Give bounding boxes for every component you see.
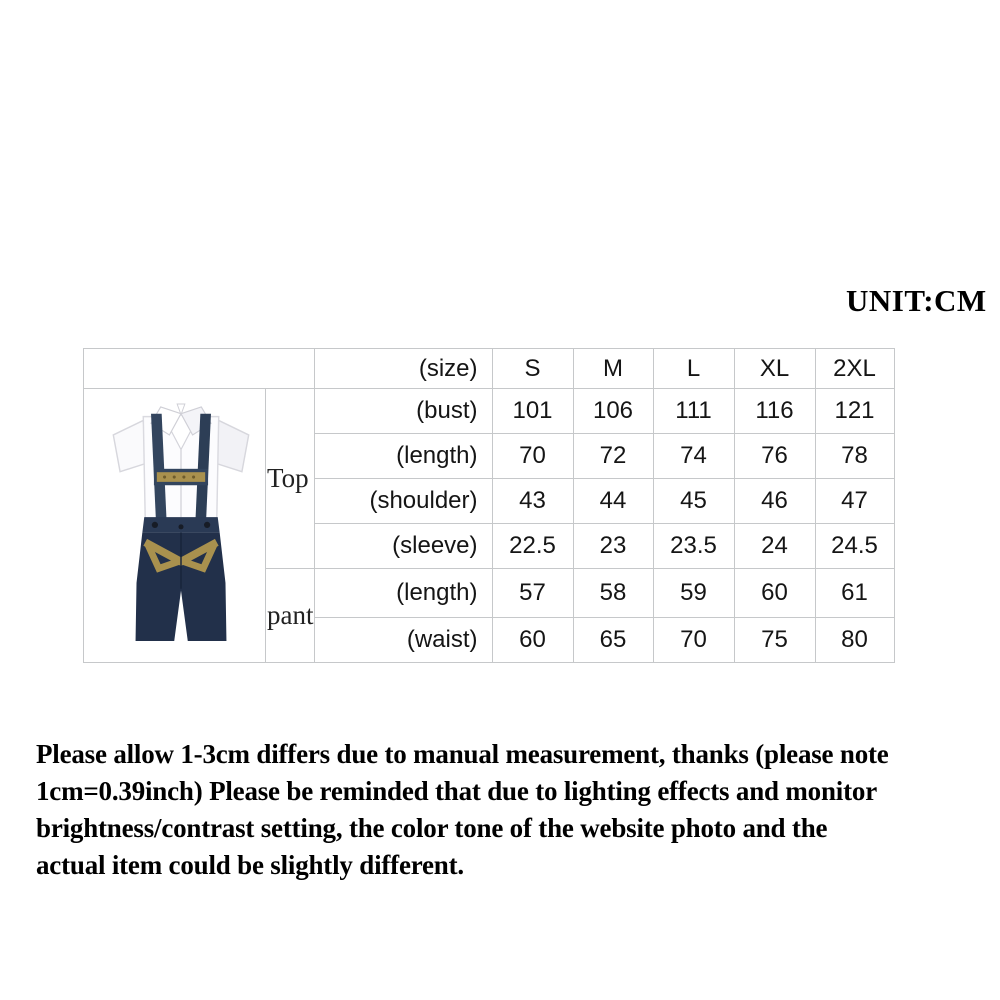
measurement-value: 23	[573, 524, 653, 569]
measurement-value: 58	[573, 569, 653, 618]
measurement-value: 61	[815, 569, 894, 618]
measurement-value: 80	[815, 618, 894, 663]
measurement-value: 70	[653, 618, 734, 663]
product-photo-cell	[84, 389, 266, 663]
measurement-label-bust: (bust)	[314, 389, 492, 434]
measurement-value: 76	[734, 434, 815, 479]
measurement-value: 74	[653, 434, 734, 479]
disclaimer-line: actual item could be slightly different.	[36, 850, 464, 880]
unit-label: UNIT:CM	[846, 283, 987, 318]
measurement-value: 59	[653, 569, 734, 618]
measurement-label-sleeve: (sleeve)	[314, 524, 492, 569]
measurement-value: 106	[573, 389, 653, 434]
group-label-top: Top	[266, 389, 315, 569]
size-header-label: (size)	[314, 349, 492, 389]
size-column-header-m: M	[573, 349, 653, 389]
group-label-pant: pant	[266, 569, 315, 663]
measurement-value: 121	[815, 389, 894, 434]
table-row-bust	[84, 389, 895, 434]
measurement-value: 22.5	[492, 524, 573, 569]
lederhosen-outfit-illustration	[93, 389, 269, 655]
size-chart-table	[83, 348, 895, 663]
measurement-disclaimer	[36, 736, 889, 884]
measurement-value: 65	[573, 618, 653, 663]
measurement-label-length: (length)	[314, 434, 492, 479]
measurement-value: 47	[815, 479, 894, 524]
measurement-value: 44	[573, 479, 653, 524]
size-column-header-xl: XL	[734, 349, 815, 389]
measurement-value: 75	[734, 618, 815, 663]
size-column-header-2xl: 2XL	[815, 349, 894, 389]
disclaimer-line: 1cm=0.39inch) Please be reminded that due to lighting effects and monitor	[36, 776, 877, 806]
measurement-value: 60	[734, 569, 815, 618]
measurement-value: 45	[653, 479, 734, 524]
measurement-value: 60	[492, 618, 573, 663]
size-column-header-s: S	[492, 349, 573, 389]
measurement-value: 111	[653, 389, 734, 434]
measurement-label-shoulder: (shoulder)	[314, 479, 492, 524]
measurement-value: 72	[573, 434, 653, 479]
measurement-value: 57	[492, 569, 573, 618]
measurement-value: 46	[734, 479, 815, 524]
measurement-label-pant-length: (length)	[314, 569, 492, 618]
measurement-value: 24	[734, 524, 815, 569]
measurement-value: 23.5	[653, 524, 734, 569]
header-spacer-cell	[84, 349, 315, 389]
measurement-value: 43	[492, 479, 573, 524]
size-column-header-l: L	[653, 349, 734, 389]
disclaimer-line: Please allow 1-3cm differs due to manual measurement, thanks (please note	[36, 739, 889, 769]
measurement-value: 101	[492, 389, 573, 434]
measurement-value: 70	[492, 434, 573, 479]
measurement-value: 116	[734, 389, 815, 434]
measurement-value: 78	[815, 434, 894, 479]
measurement-value: 24.5	[815, 524, 894, 569]
measurement-label-waist: (waist)	[314, 618, 492, 663]
header-row	[84, 349, 895, 389]
product-photo	[93, 389, 269, 655]
disclaimer-line: brightness/contrast setting, the color tone of the website photo and the	[36, 813, 828, 843]
